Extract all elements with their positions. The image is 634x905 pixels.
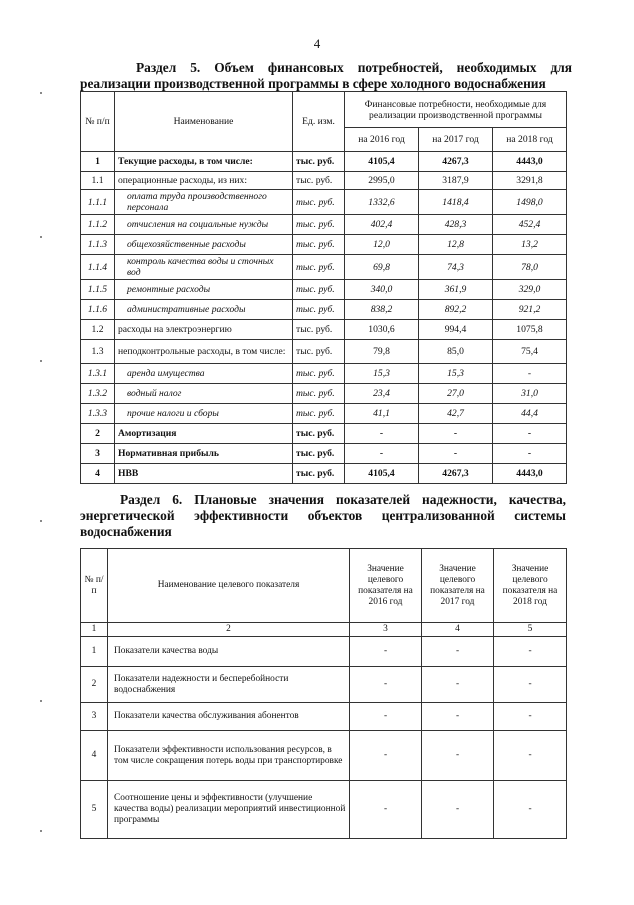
scan-mark — [40, 92, 42, 94]
row-num: 1.1 — [81, 172, 115, 190]
table-row — [81, 172, 567, 190]
table-row — [81, 364, 567, 384]
row-value-2016: - — [345, 444, 419, 464]
row-value-2016: 41,1 — [345, 404, 419, 424]
row-value-2016: 12,0 — [345, 235, 419, 255]
table-row — [81, 215, 567, 235]
row-unit: тыс. руб. — [293, 190, 345, 215]
header-needs: Финансовые потребности, необходимые для реализации производственной программы — [345, 92, 567, 128]
row-unit: тыс. руб. — [293, 464, 345, 484]
row-num: 2 — [81, 667, 108, 703]
header-year-2016: на 2016 год — [345, 128, 419, 152]
row-value-2018: 1075,8 — [493, 320, 567, 340]
row-value-2016: 23,4 — [345, 384, 419, 404]
section6-heading-line2: энергетической эффективности объектов централизованной системы — [80, 508, 566, 523]
table-row — [81, 637, 567, 667]
row-value-2016: 2995,0 — [345, 172, 419, 190]
row-name: Нормативная прибыль — [115, 444, 293, 464]
row-unit: тыс. руб. — [293, 424, 345, 444]
row-name: расходы на электроэнергию — [115, 320, 293, 340]
row-value-2017: 892,2 — [419, 300, 493, 320]
row-value-2017: 1418,4 — [419, 190, 493, 215]
t6-colnum-1: 1 — [81, 623, 108, 637]
row-value-2016: 1030,6 — [345, 320, 419, 340]
row-num: 1.3 — [81, 340, 115, 364]
row-value-2017: - — [422, 667, 494, 703]
row-value-2018: - — [494, 781, 567, 839]
row-unit: тыс. руб. — [293, 152, 345, 172]
row-num: 1 — [81, 637, 108, 667]
row-name: Соотношение цены и эффективности (улучшение качества воды) реализации мероприятий инвестиционной программы — [108, 781, 350, 839]
row-value-2017: 42,7 — [419, 404, 493, 424]
row-value-2016: - — [350, 781, 422, 839]
t6-header-name: Наименование целевого показателя — [108, 549, 350, 623]
row-value-2018: - — [494, 731, 567, 781]
row-name: отчисления на социальные нужды — [115, 215, 293, 235]
row-name: НВВ — [115, 464, 293, 484]
table-row — [81, 384, 567, 404]
row-value-2017: 4267,3 — [419, 464, 493, 484]
row-unit: тыс. руб. — [293, 404, 345, 424]
row-value-2017: 27,0 — [419, 384, 493, 404]
row-name: Текущие расходы, в том числе: — [115, 152, 293, 172]
t6-header-2018: Значение целевого показателя на 2018 год — [494, 549, 567, 623]
section6-table — [80, 548, 567, 839]
row-num: 1.1.3 — [81, 235, 115, 255]
row-value-2016: - — [350, 667, 422, 703]
t6-header-2016: Значение целевого показателя на 2016 год — [350, 549, 422, 623]
row-value-2016: 69,8 — [345, 255, 419, 280]
row-unit: тыс. руб. — [293, 384, 345, 404]
row-num: 1.1.1 — [81, 190, 115, 215]
row-unit: тыс. руб. — [293, 215, 345, 235]
row-value-2017: - — [422, 637, 494, 667]
row-value-2017: 428,3 — [419, 215, 493, 235]
scan-mark — [40, 700, 42, 702]
row-num: 3 — [81, 703, 108, 731]
row-value-2017: - — [419, 424, 493, 444]
table-row — [81, 280, 567, 300]
row-num: 1.1.5 — [81, 280, 115, 300]
header-year-2018: на 2018 год — [493, 128, 567, 152]
row-value-2016: 15,3 — [345, 364, 419, 384]
table-row — [81, 340, 567, 364]
row-value-2018: 4443,0 — [493, 464, 567, 484]
row-value-2018: - — [493, 444, 567, 464]
row-value-2018: - — [494, 637, 567, 667]
row-value-2018: - — [494, 667, 567, 703]
row-value-2018: 452,4 — [493, 215, 567, 235]
row-name: ремонтные расходы — [115, 280, 293, 300]
row-unit: тыс. руб. — [293, 320, 345, 340]
row-num: 1.3.2 — [81, 384, 115, 404]
row-value-2016: 1332,6 — [345, 190, 419, 215]
row-name: прочие налоги и сборы — [115, 404, 293, 424]
section6-heading-line1: Раздел 6. Плановые значения показателей надежности, качества, — [120, 492, 566, 507]
row-value-2018: 3291,8 — [493, 172, 567, 190]
table-row — [81, 703, 567, 731]
table-row — [81, 255, 567, 280]
row-value-2016: 340,0 — [345, 280, 419, 300]
row-value-2016: - — [345, 424, 419, 444]
table-row — [81, 781, 567, 839]
t6-colnum-5: 5 — [494, 623, 567, 637]
row-value-2017: 85,0 — [419, 340, 493, 364]
row-value-2016: 838,2 — [345, 300, 419, 320]
header-name: Наименование — [115, 92, 293, 152]
section5-table — [80, 91, 567, 484]
table-row — [81, 731, 567, 781]
row-value-2017: - — [422, 781, 494, 839]
section6-heading-line3: водоснабжения — [80, 524, 172, 539]
row-name: контроль качества воды и сточных вод — [115, 255, 293, 280]
t6-colnum-2: 2 — [108, 623, 350, 637]
row-value-2016: - — [350, 703, 422, 731]
row-value-2018: - — [494, 703, 567, 731]
t6-header-num: № п/п — [81, 549, 108, 623]
table-row — [81, 424, 567, 444]
table-row — [81, 464, 567, 484]
row-name: административные расходы — [115, 300, 293, 320]
row-name: неподконтрольные расходы, в том числе: — [115, 340, 293, 364]
row-value-2018: 75,4 — [493, 340, 567, 364]
t6-colnum-4: 4 — [422, 623, 494, 637]
scan-mark — [40, 520, 42, 522]
row-value-2017: 15,3 — [419, 364, 493, 384]
row-value-2018: 31,0 — [493, 384, 567, 404]
row-value-2017: 12,8 — [419, 235, 493, 255]
row-value-2018: 78,0 — [493, 255, 567, 280]
row-name: Показатели надежности и бесперебойности водоснабжения — [108, 667, 350, 703]
row-value-2016: 4105,4 — [345, 152, 419, 172]
row-num: 1.2 — [81, 320, 115, 340]
row-value-2017: - — [422, 731, 494, 781]
table-row — [81, 667, 567, 703]
section5-heading-line1: Раздел 5. Объем финансовых потребностей, необходимых для — [136, 60, 572, 75]
row-value-2017: - — [422, 703, 494, 731]
row-name: операционные расходы, из них: — [115, 172, 293, 190]
table-row — [81, 300, 567, 320]
row-name: Показатели эффективности использования ресурсов, в том числе сокращения потерь воды при транспортировке — [108, 731, 350, 781]
row-name: Показатели качества воды — [108, 637, 350, 667]
row-value-2017: 3187,9 — [419, 172, 493, 190]
scan-mark — [40, 360, 42, 362]
row-name: аренда имущества — [115, 364, 293, 384]
row-name: водный налог — [115, 384, 293, 404]
row-name: Амортизация — [115, 424, 293, 444]
row-value-2017: 4267,3 — [419, 152, 493, 172]
row-unit: тыс. руб. — [293, 235, 345, 255]
row-value-2016: 79,8 — [345, 340, 419, 364]
scan-mark — [40, 236, 42, 238]
row-value-2018: 13,2 — [493, 235, 567, 255]
table-row — [81, 444, 567, 464]
row-unit: тыс. руб. — [293, 340, 345, 364]
row-value-2016: 402,4 — [345, 215, 419, 235]
row-value-2018: 1498,0 — [493, 190, 567, 215]
table-row — [81, 190, 567, 215]
row-value-2016: - — [350, 637, 422, 667]
page-number: 4 — [313, 36, 321, 51]
row-num: 1.1.4 — [81, 255, 115, 280]
t6-header-2017: Значение целевого показателя на 2017 год — [422, 549, 494, 623]
table-row — [81, 404, 567, 424]
row-value-2018: 329,0 — [493, 280, 567, 300]
section5-heading-line2: реализации производственной программы в сфере холодного водоснабжения — [80, 76, 546, 91]
row-name: Показатели качества обслуживания абонентов — [108, 703, 350, 731]
table-row — [81, 320, 567, 340]
table-row — [81, 152, 567, 172]
row-value-2018: 4443,0 — [493, 152, 567, 172]
header-num: № п/п — [81, 92, 115, 152]
row-value-2017: 994,4 — [419, 320, 493, 340]
row-name: общехозяйственные расходы — [115, 235, 293, 255]
row-unit: тыс. руб. — [293, 300, 345, 320]
row-value-2017: 74,3 — [419, 255, 493, 280]
row-num: 2 — [81, 424, 115, 444]
row-value-2017: 361,9 — [419, 280, 493, 300]
row-unit: тыс. руб. — [293, 444, 345, 464]
scan-mark — [40, 830, 42, 832]
header-year-2017: на 2017 год — [419, 128, 493, 152]
row-num: 1 — [81, 152, 115, 172]
row-value-2018: 921,2 — [493, 300, 567, 320]
row-num: 4 — [81, 464, 115, 484]
row-value-2016: 4105,4 — [345, 464, 419, 484]
row-value-2018: 44,4 — [493, 404, 567, 424]
row-num: 1.1.6 — [81, 300, 115, 320]
row-unit: тыс. руб. — [293, 364, 345, 384]
row-num: 3 — [81, 444, 115, 464]
row-value-2018: - — [493, 364, 567, 384]
row-value-2017: - — [419, 444, 493, 464]
row-num: 5 — [81, 781, 108, 839]
row-name: оплата труда производственного персонала — [115, 190, 293, 215]
row-value-2018: - — [493, 424, 567, 444]
row-num: 1.3.1 — [81, 364, 115, 384]
table-row — [81, 235, 567, 255]
row-num: 1.1.2 — [81, 215, 115, 235]
row-unit: тыс. руб. — [293, 172, 345, 190]
row-unit: тыс. руб. — [293, 255, 345, 280]
header-unit: Ед. изм. — [293, 92, 345, 152]
row-num: 1.3.3 — [81, 404, 115, 424]
row-num: 4 — [81, 731, 108, 781]
row-value-2016: - — [350, 731, 422, 781]
row-unit: тыс. руб. — [293, 280, 345, 300]
t6-colnum-3: 3 — [350, 623, 422, 637]
